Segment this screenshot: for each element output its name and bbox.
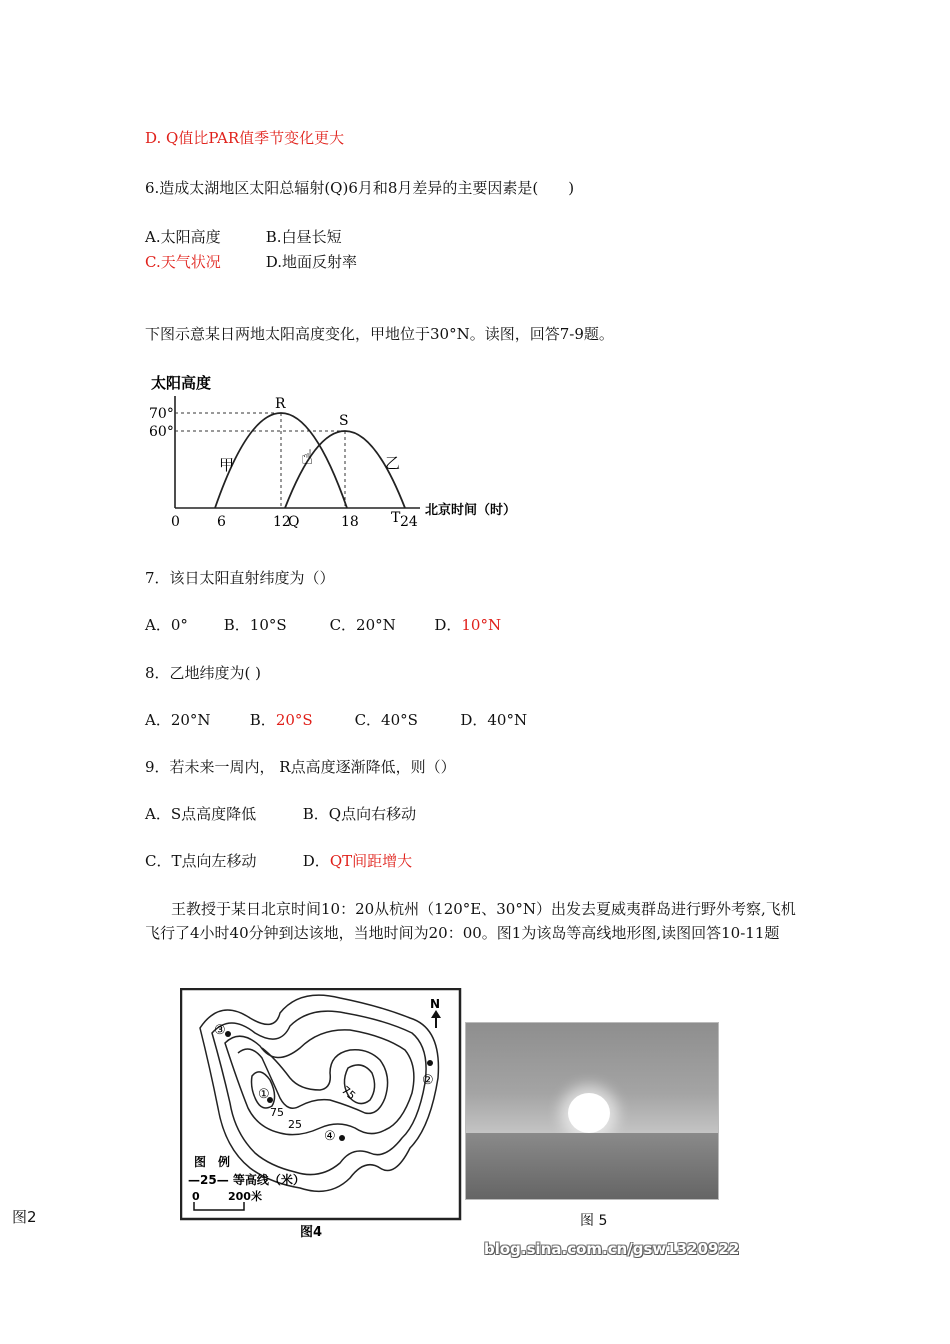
q8-option-b: B．20°S	[249, 711, 313, 729]
hand-cursor-icon: ☝	[301, 445, 314, 469]
q9-option-d-text: QT间距增大	[329, 852, 413, 870]
sunset-photo	[465, 1022, 719, 1200]
map-legend-contour: —25— 等高线（米）	[188, 1173, 305, 1187]
figure-label-left: 图2	[12, 1208, 37, 1226]
q9-option-d: D．QT间距增大	[302, 852, 413, 870]
sun-chart-xtick-q: Q	[288, 514, 300, 530]
map-point-2: ②	[422, 1073, 434, 1088]
sun-chart-ytick-60: 60°	[149, 424, 174, 440]
sun-chart-xtick-t: T	[391, 510, 401, 526]
q9-options-row1	[145, 804, 416, 824]
map-legend-title: 图 例	[194, 1155, 231, 1169]
q8-stem: 8．乙地纬度为( )	[145, 664, 262, 682]
q5-option-d-text: D. Q值比PAR值季节变化更大	[145, 129, 345, 147]
sun-chart-xtick-24: 24	[400, 514, 418, 530]
q8-option-a: A．20°N	[145, 711, 211, 729]
sun-chart-label-jia: 甲	[219, 456, 235, 474]
q7-option-c: C．20°N	[329, 616, 396, 634]
q7-options	[145, 615, 501, 635]
map-contour-label-25: 25	[288, 1118, 302, 1131]
q6-option-c-text: 天气状况	[160, 253, 221, 271]
map-scale-0: 0	[192, 1190, 200, 1203]
q6-option-c: C.天气状况	[145, 253, 221, 271]
q9-option-a: A．S点高度降低	[145, 805, 257, 823]
sun-chart-xtick-6: 6	[217, 514, 226, 530]
q7-option-d: D．10°N	[434, 616, 502, 634]
q9-options-row2	[145, 851, 412, 871]
map-point-1: ①	[258, 1087, 270, 1102]
q7-option-a: A．0°	[145, 616, 188, 634]
q6-options-row2	[145, 252, 357, 272]
sea-surface	[466, 1133, 718, 1199]
photo-caption: 图 5	[580, 1213, 608, 1229]
q6-stem: 6.造成太湖地区太阳总辐射(Q)6月和8月差异的主要因素是( )	[145, 179, 575, 197]
blog-watermark: blog.sina.com.cn/gsw1320922	[484, 1240, 740, 1258]
intro-10-11: 王教授于某日北京时间10：20从杭州（120°E、30°N）出发去夏威夷群岛进行野外考察,飞机飞行了4小时40分钟到达该地，当地时间为20：00。图1为该岛等高线地形图,读图回答10-11题	[145, 900, 796, 942]
sun-disc	[568, 1093, 610, 1133]
sun-chart-xtick-0: 0	[171, 514, 180, 530]
q5-option-d	[145, 128, 344, 148]
map-point-4: ④	[324, 1129, 336, 1144]
q6-option-b: B.白昼长短	[265, 228, 342, 246]
q7-option-b: B．10°S	[223, 616, 287, 634]
q8-option-b-text: 20°S	[275, 711, 313, 729]
sun-chart-label-yi: 乙	[385, 454, 401, 472]
sun-chart-point-r: R	[275, 396, 286, 412]
q8-options	[145, 710, 527, 730]
q7-option-d-text: 10°N	[461, 616, 502, 634]
map-scale-200: 200米	[228, 1190, 262, 1203]
q6-options-row1	[145, 227, 342, 247]
q9-option-c: C．T点向左移动	[145, 852, 257, 870]
q9-option-b: B．Q点向右移动	[302, 805, 417, 823]
map-contour-label-75a: 75	[270, 1106, 284, 1119]
q6-option-a: A.太阳高度	[145, 228, 221, 246]
sun-chart-point-s: S	[339, 413, 349, 429]
sun-chart-xtick-12: 12	[273, 514, 291, 530]
sun-chart-ytick-70: 70°	[149, 406, 174, 422]
sun-chart-ylabel: 太阳高度	[151, 374, 212, 392]
intro-7-9: 下图示意某日两地太阳高度变化，甲地位于30°N。读图，回答7-9题。	[145, 325, 614, 343]
q9-stem: 9．若未来一周内， R点高度逐渐降低，则（）	[145, 758, 456, 776]
q8-option-d: D．40°N	[460, 711, 528, 729]
map-point-3: ③	[214, 1023, 226, 1038]
q6-option-d: D.地面反射率	[265, 253, 358, 271]
north-arrow-label: N	[430, 997, 441, 1011]
sun-chart-xlabel: 北京时间（时）	[425, 503, 517, 518]
island-contour-map	[180, 988, 462, 1244]
sun-chart-xtick-18: 18	[341, 514, 359, 530]
sun-altitude-diagram	[145, 368, 525, 533]
map-contour-label-75b: 75	[338, 1083, 358, 1103]
q7-stem: 7．该日太阳直射纬度为（）	[145, 569, 335, 587]
map-caption: 图4	[300, 1225, 323, 1240]
q8-option-c: C．40°S	[354, 711, 418, 729]
